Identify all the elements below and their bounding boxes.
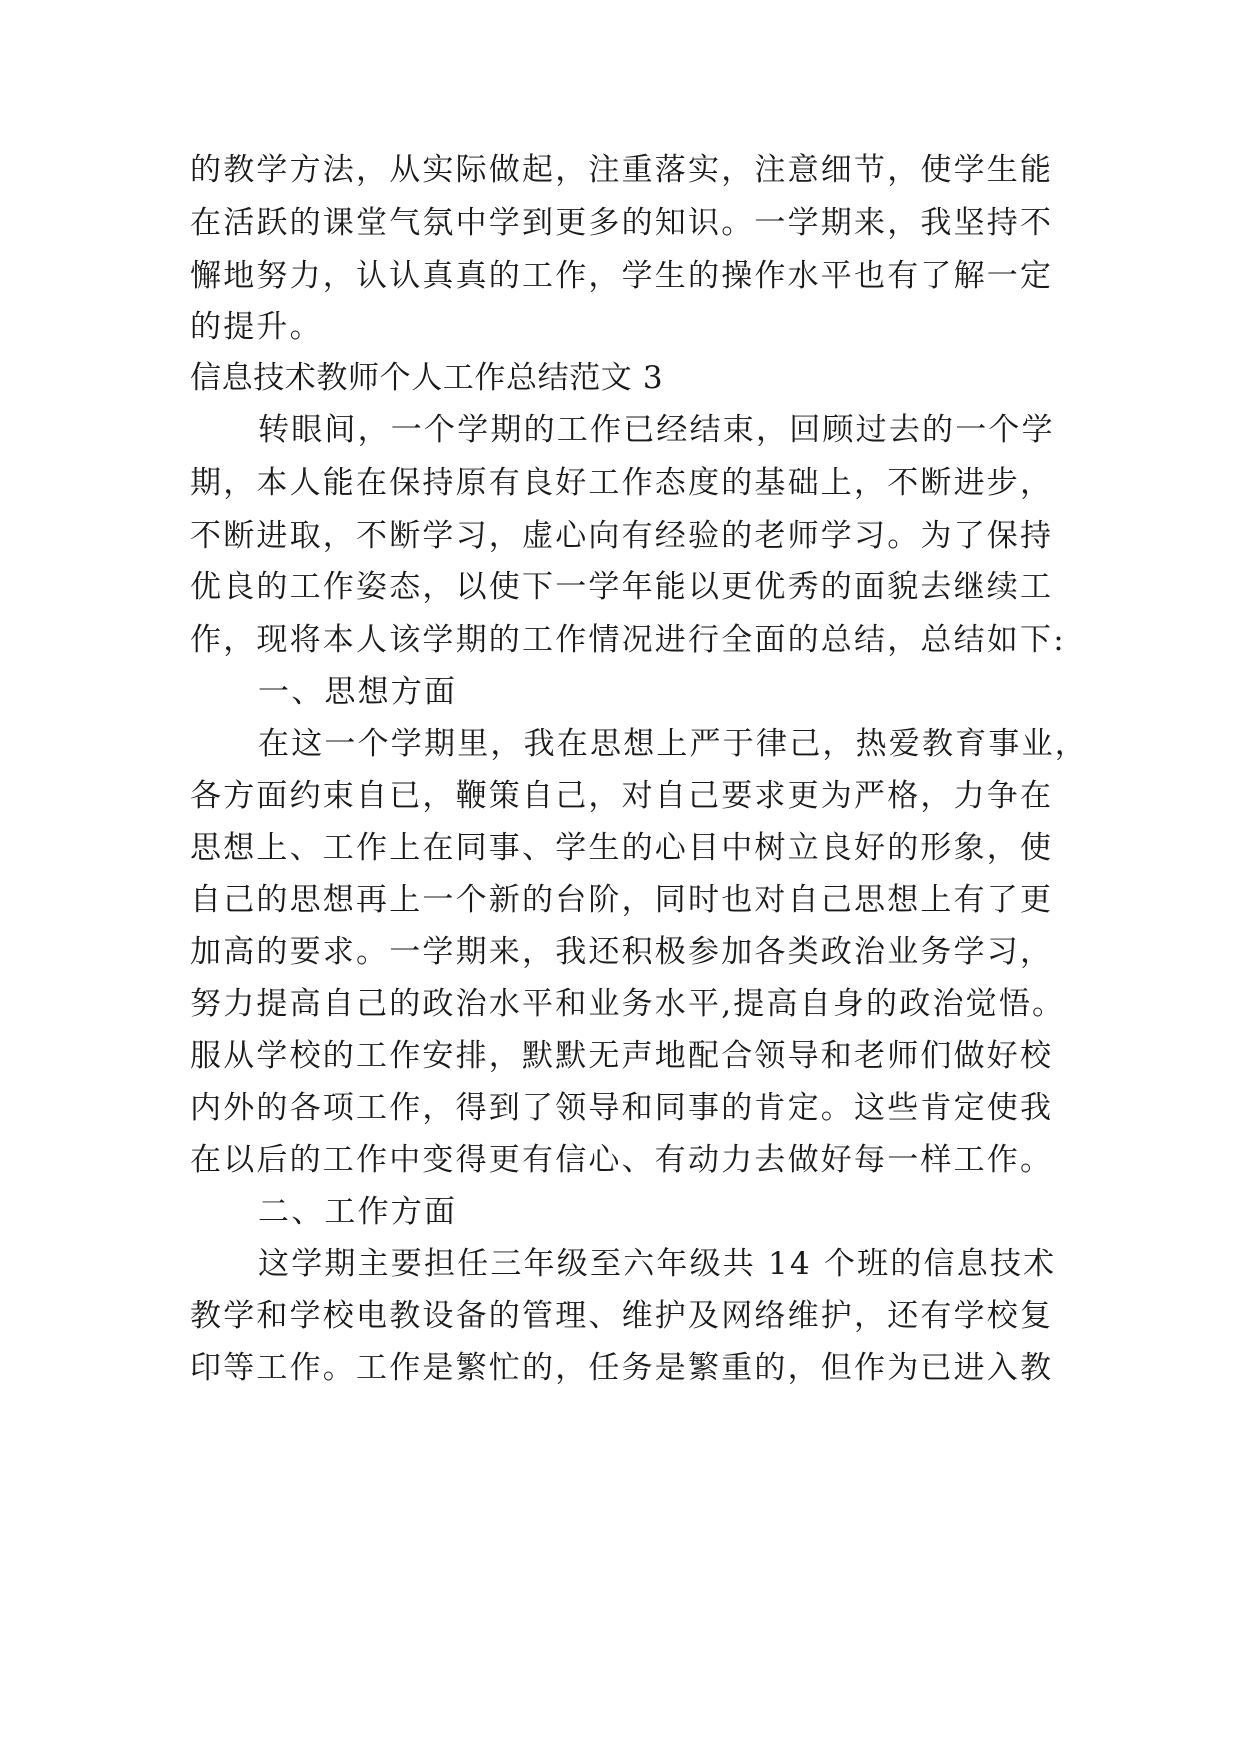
thought-line-1: 在这一个学期里，我在思想上严于律己，热爱教育事业， (258, 726, 1088, 762)
heading-work: 二、工作方面 (258, 1194, 458, 1230)
work-line-3: 印等工作。工作是繁忙的，任务是繁重的，但作为已进入教 (190, 1350, 1054, 1386)
intro-line-1: 的教学方法，从实际做起，注重落实，注意细节，使学生能 (190, 152, 1054, 188)
intro-line-3: 懈地努力，认认真真的工作，学生的操作水平也有了解一定 (190, 258, 1054, 294)
summary-line-5: 作，现将本人该学期的工作情况进行全面的总结，总结如下: (190, 622, 1066, 658)
summary-line-2: 期，本人能在保持原有良好工作态度的基础上，不断进步， (190, 465, 1054, 501)
work-line-2: 教学和学校电教设备的管理、维护及网络维护，还有学校复 (190, 1298, 1054, 1334)
section-title: 信息技术教师个人工作总结范文 3 (190, 360, 664, 396)
heading-thought: 一、思想方面 (258, 674, 458, 710)
work-line-1: 这学期主要担任三年级至六年级共 14 个班的信息技术 (258, 1246, 1057, 1282)
thought-line-2: 各方面约束自已，鞭策自己，对自己要求更为严格，力争在 (190, 778, 1054, 814)
summary-line-3: 不断进取，不断学习，虚心向有经验的老师学习。为了保持 (190, 518, 1054, 554)
intro-line-4: 的提升。 (190, 309, 323, 345)
summary-line-4: 优良的工作姿态，以使下一学年能以更优秀的面貌去继续工 (190, 569, 1054, 605)
thought-line-7: 服从学校的工作安排，默默无声地配合领导和老师们做好校 (190, 1038, 1054, 1074)
summary-line-1: 转眼间，一个学期的工作已经结束，回顾过去的一个学 (258, 412, 1055, 448)
thought-line-8: 内外的各项工作，得到了领导和同事的肯定。这些肯定使我 (190, 1090, 1054, 1126)
thought-line-9: 在以后的工作中变得更有信心、有动力去做好每一样工作。 (190, 1142, 1054, 1178)
thought-line-6: 努力提高自己的政治水平和业务水平,提高自身的政治觉悟。 (190, 986, 1066, 1022)
thought-line-3: 思想上、工作上在同事、学生的心目中树立良好的形象，使 (190, 830, 1054, 866)
thought-line-5: 加高的要求。一学期来，我还积极参加各类政治业务学习， (190, 934, 1054, 970)
intro-line-2: 在活跃的课堂气氛中学到更多的知识。一学期来，我坚持不 (190, 205, 1054, 241)
thought-line-4: 自己的思想再上一个新的台阶，同时也对自己思想上有了更 (190, 882, 1054, 918)
